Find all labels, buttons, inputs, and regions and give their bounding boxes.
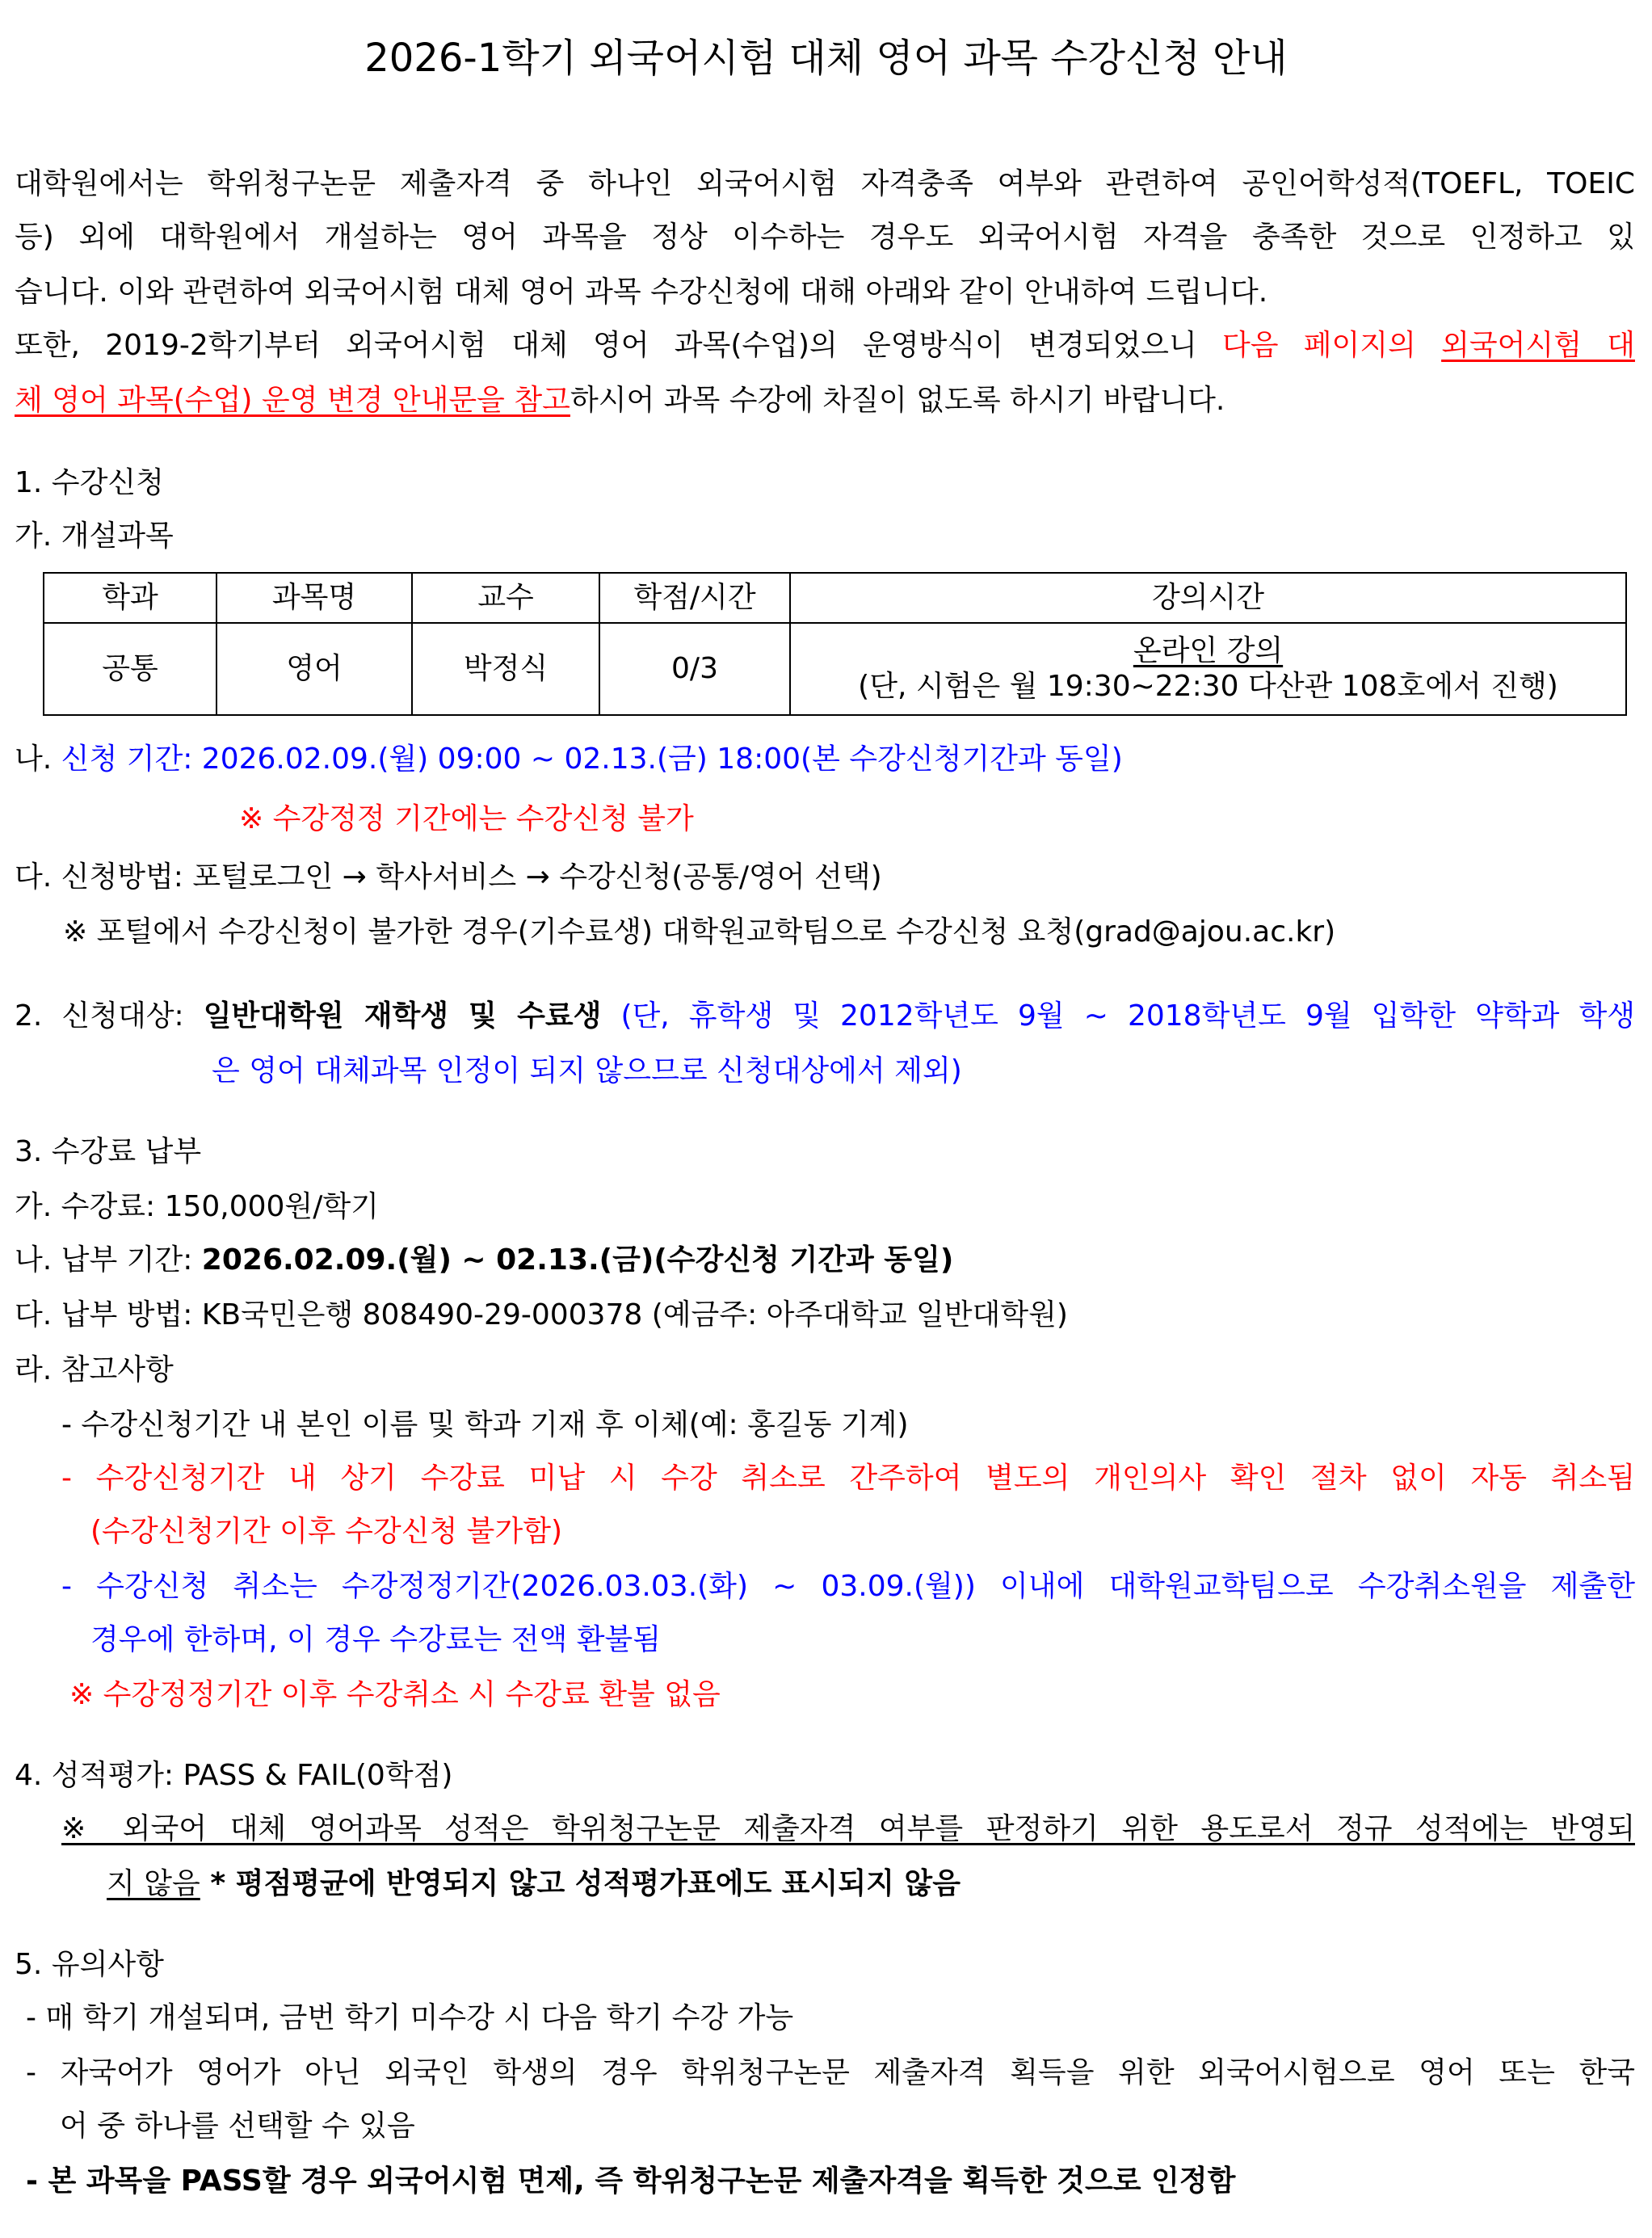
note-no-refund: ※ 수강정정기간 이후 수강취소 시 수강료 환불 없음: [69, 1678, 721, 1711]
gpa-exclusion-note: * 평점평균에 반영되지 않고 성적평가표에도 표시되지 않음: [200, 1867, 961, 1900]
note-transfer-name: - 수강신청기간 내 본인 이름 및 학과 기재 후 이체(예: 홍길동 기계): [61, 1408, 909, 1441]
table-header-row: [44, 573, 1626, 623]
notes-heading: 라. 참고사항: [15, 1353, 174, 1386]
intro-line-1: 대학원에서는 학위청구논문 제출자격 중 하나인 외국어시험 자격충족 여부와 관련하여 공인어학성적(TOEFL, TOEIC: [15, 167, 1635, 200]
eligibility-exclusion-cont: 은 영어 대체과목 인정이 되지 않으므로 신청대상에서 제외): [212, 1054, 962, 1087]
intro-reference-text: 다음 페이지의: [1221, 329, 1442, 362]
note-cancellation-cont: 경우에 한하며, 이 경우 수강료는 전액 환불됨: [90, 1623, 662, 1656]
intro-reference-underlined: 외국어시험 대: [1441, 329, 1635, 362]
application-method: 다. 신청방법: 포털로그인 → 학사서비스 → 수강신청(공통/영어 선택): [15, 860, 882, 894]
payment-method: 다. 납부 방법: KB국민은행 808490-29-000378 (예금주: 아주대학교 일반대학원): [15, 1298, 1068, 1331]
header-dept: 학과: [44, 573, 216, 623]
payment-period: 2026.02.09.(월) ~ 02.13.(금)(수강신청 기간과 동일): [201, 1243, 954, 1277]
section-3-heading: 3. 수강료 납부: [15, 1135, 202, 1168]
payment-period-label: 나. 납부 기간:: [15, 1243, 202, 1277]
header-course: 과목명: [216, 573, 412, 623]
intro-line-3: 습니다. 이와 관련하여 외국어시험 대체 영어 과목 수강신청에 대해 아래와 같이 안내하여 드립니다.: [15, 276, 1268, 309]
cell-time-main: 온라인 강의: [1133, 634, 1284, 667]
page-title: 2026-1학기 외국어시험 대체 영어 과목 수강신청 안내: [364, 36, 1288, 81]
section-2-line-1: [15, 997, 1635, 1036]
course-table: [43, 572, 1627, 716]
intro-line-4: [15, 326, 1635, 365]
caution-item-2-cont: 어 중 하나를 선택할 수 있음: [60, 2110, 415, 2143]
header-prof: 교수: [412, 573, 599, 623]
note-nonpayment-cont: (수강신청기간 이후 수강신청 불가함): [90, 1515, 563, 1548]
note-nonpayment: - 수강신청기간 내 상기 수강료 미납 시 수강 취소로 간주하여 별도의 개인의사 확인 절차 없이 자동 취소됨: [61, 1462, 1635, 1495]
payment-period-line: [15, 1241, 953, 1280]
cell-time-note: (단, 시험은 월 19:30~22:30 다산관 108호에서 진행): [858, 670, 1558, 703]
application-period: 신청 기간: 2026.02.09.(월) 09:00 ~ 02.13.(금) 18:00(본 수강신청기간과 동일): [61, 742, 1123, 776]
grading-note: ※ 외국어 대체 영어과목 성적은 학위청구논문 제출자격 여부를 판정하기 위한 용도로서 정규 성적에는 반영되: [61, 1812, 1635, 1845]
section-2-label: 2. 신청대상:: [15, 999, 204, 1033]
caution-item-3: - 본 과목을 PASS할 경우 외국어시험 면제, 즉 학위청구논문 제출자격을 획득한 것으로 인정함: [26, 2164, 1236, 2198]
intro-line-5: [15, 381, 1225, 420]
cell-prof: 박정식: [412, 623, 599, 715]
table-row: [44, 623, 1626, 715]
grading-note-line-2: [107, 1865, 961, 1904]
section-1-heading: 1. 수강신청: [15, 466, 164, 499]
eligibility-exclusion: (단, 휴학생 및 2012학년도 9월 ~ 2018학년도 9월 입학한 약학과 학생: [601, 999, 1635, 1033]
header-time: 강의시간: [790, 573, 1626, 623]
section-1a-heading: 가. 개설과목: [15, 520, 174, 553]
section-4-heading: 4. 성적평가: PASS & FAIL(0학점): [15, 1759, 453, 1792]
section-5-heading: 5. 유의사항: [15, 1948, 164, 1981]
cell-time: [790, 623, 1626, 715]
application-period-note: ※ 수강정정 기간에는 수강신청 불가: [239, 802, 694, 835]
cell-dept: 공통: [44, 623, 216, 715]
intro-line-5-text: 하시어 과목 수강에 차질이 없도록 하시기 바랍니다.: [570, 384, 1225, 417]
application-method-note: ※ 포털에서 수강신청이 불가한 경우(기수료생) 대학원교학팀으로 수강신청 요청(grad@ajou.ac.kr): [63, 915, 1336, 949]
section-1b-line: [15, 740, 1123, 779]
note-cancellation: - 수강신청 취소는 수강정정기간(2026.03.03.(화) ~ 03.09.(월)) 이내에 대학원교학팀으로 수강취소원을 제출한: [61, 1570, 1635, 1603]
intro-line-4-text: 또한, 2019-2학기부터 외국어시험 대체 영어 과목(수업)의 운영방식이 변경되었으니: [15, 329, 1222, 362]
caution-item-1: - 매 학기 개설되며, 금번 학기 미수강 시 다음 학기 수강 가능: [26, 2001, 794, 2034]
intro-line-2: 등) 외에 대학원에서 개설하는 영어 과목을 정상 이수하는 경우도 외국어시험 자격을 충족한 것으로 인정하고 있: [15, 221, 1635, 254]
cell-course: 영어: [216, 623, 412, 715]
tuition-fee: 가. 수강료: 150,000원/학기: [15, 1190, 379, 1223]
cell-credit: 0/3: [599, 623, 790, 715]
header-credit: 학점/시간: [599, 573, 790, 623]
grading-note-cont: 지 않음: [107, 1867, 200, 1900]
section-1b-prefix: 나.: [15, 742, 61, 776]
caution-item-2: - 자국어가 영어가 아닌 외국인 학생의 경우 학위청구논문 제출자격 획득을 위한 외국어시험으로 영어 또는 한국: [26, 2056, 1635, 2089]
eligible-students: 일반대학원 재학생 및 수료생: [203, 999, 602, 1033]
intro-reference-underlined-cont: 체 영어 과목(수업) 운영 변경 안내문을 참고: [15, 384, 570, 417]
